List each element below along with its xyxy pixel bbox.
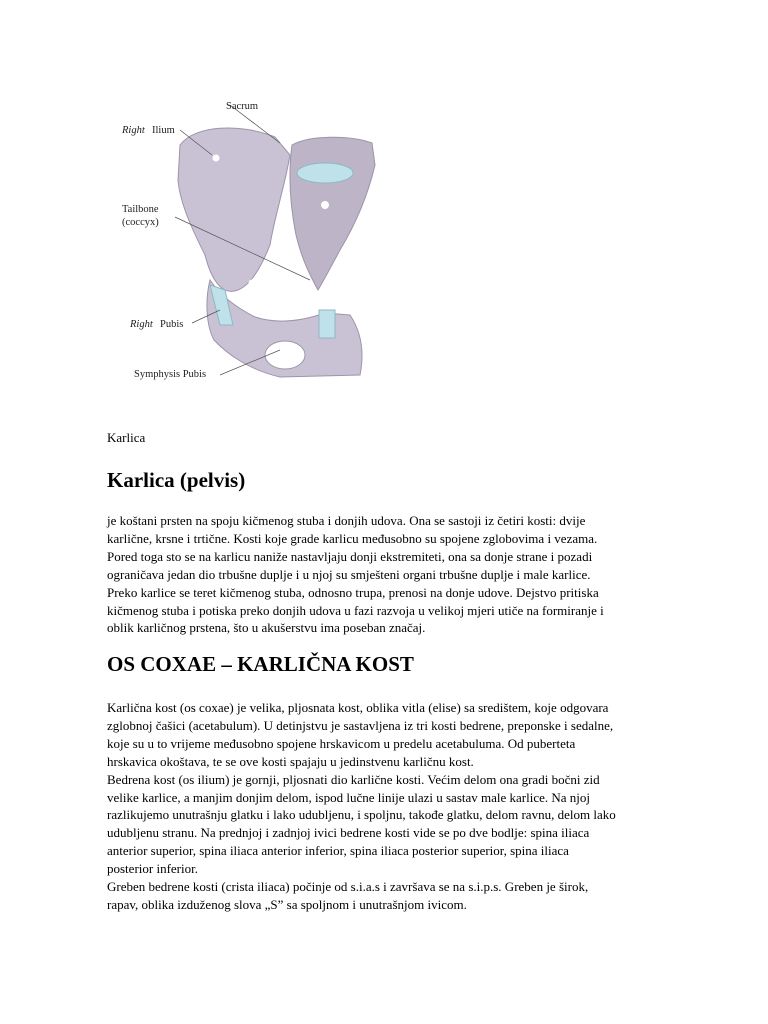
text-line: koje su u to vrijeme međusobno spojene hrskavicom u predelu acetabuluma. Od puberteta	[107, 735, 576, 751]
label-coccyx: (coccyx)	[122, 217, 159, 228]
marker-dot	[321, 201, 329, 209]
marker-dot	[213, 155, 220, 162]
text-line: razlikujemo unutrašnju glatku i lako udubljenu, i spoljnu, takođe glatku, delom ravnu, delom lako	[107, 807, 616, 823]
text-line: udubljenu stranu. Na prednjoj i zadnjoj ivici bedrene kosti vide se po dve bodlje: spina iliaca	[107, 825, 590, 841]
text-line: Karlična kost (os coxae) je velika, pljosnata kost, oblika vitla (elise) sa središtem, koje odgovara	[107, 700, 609, 715]
text-line: posterior inferior.	[107, 861, 198, 877]
section-heading-pelvis: Karlica (pelvis)	[107, 468, 246, 492]
section-paragraph-os-coxae	[107, 699, 696, 914]
text-line: rapav, oblika izduženog slova „S” sa spoljnom i unutrašnjom ivicom.	[107, 896, 467, 912]
text-line: Preko karlice se teret kičmenog stuba, odnosno trupa, prenosi na donje udove. Dejstvo pritiska	[107, 584, 599, 600]
obturator-foramen	[265, 341, 305, 369]
text-line: Bedrena kost (os ilium) je gornji, pljosnati dio karlične kosti. Većim delom ona gradi bočni zid	[107, 771, 600, 787]
label-symphysis-pubis: Symphysis Pubis	[134, 369, 207, 380]
text-line: Pored toga sto se na karlicu naniže nastavljaju donji ekstremiteti, ona sa donje strane i pozadi	[107, 548, 593, 564]
label-right-ilium: Ilium	[152, 125, 175, 136]
text-line: Greben bedrene kosti (crista iliaca) počinje od s.i.a.s i završava se na s.i.p.s. Greben je širok,	[107, 879, 589, 895]
text-line: zglobnoj čašici (acetabulum). U detinjstvu je sastavljena iz tri kosti bedrene, preponske i sedalne,	[107, 717, 614, 733]
label-right-pubis-prefix: Right	[130, 319, 153, 330]
marker-dot	[249, 280, 256, 287]
label-sacrum: Sacrum	[226, 101, 259, 112]
sacral-disc	[297, 163, 353, 183]
pelvis-diagram	[110, 85, 385, 385]
text-line: anterior superior, spina iliaca anterior inferior, spina iliaca posterior superior, spina iliaca	[107, 843, 569, 859]
ilium-bone	[178, 128, 290, 291]
section-paragraph-pelvis	[107, 512, 696, 637]
label-right-pubis: Pubis	[160, 319, 184, 330]
label-tailbone: Tailbone	[122, 204, 159, 215]
text-line: je koštani prsten na spoju kičmenog stuba i donjih udova. Ona se sastoji iz četiri kosti: dvije	[107, 513, 586, 528]
section-heading-os-coxae: OS COXAE – KARLIČNA KOST	[107, 652, 414, 676]
symphysis-cartilage	[319, 310, 335, 338]
text-line: karlične, krsne i trtične. Kosti koje grade karlicu međusobno su spojene zglobovima i vezama.	[107, 530, 598, 546]
figure-caption: Karlica	[107, 430, 146, 445]
pelvis-illustration	[110, 85, 385, 385]
text-line: kičmenog stuba i potiska preko donjih udova u fazi razvoja u velikoj mjeri utiče na formiranje i	[107, 602, 604, 618]
text-line: oblik karličnog prstena, što u akušerstvu ima poseban značaj.	[107, 620, 426, 636]
label-right-ilium-prefix: Right	[122, 125, 145, 136]
text-line: velike karlice, a manjim donjim delom, ispod lučne linije ulazi u sastav male karlice. Na njoj	[107, 789, 591, 805]
text-line: ograničava jedan dio trbušne duplje i u njoj su smješteni organi trbušne duplje i male karlice.	[107, 566, 591, 582]
sacrum-bone	[290, 137, 375, 290]
text-line: hrskavica okoštava, te se ove kosti spajaju u jedinstvenu karličnu kost.	[107, 753, 474, 769]
